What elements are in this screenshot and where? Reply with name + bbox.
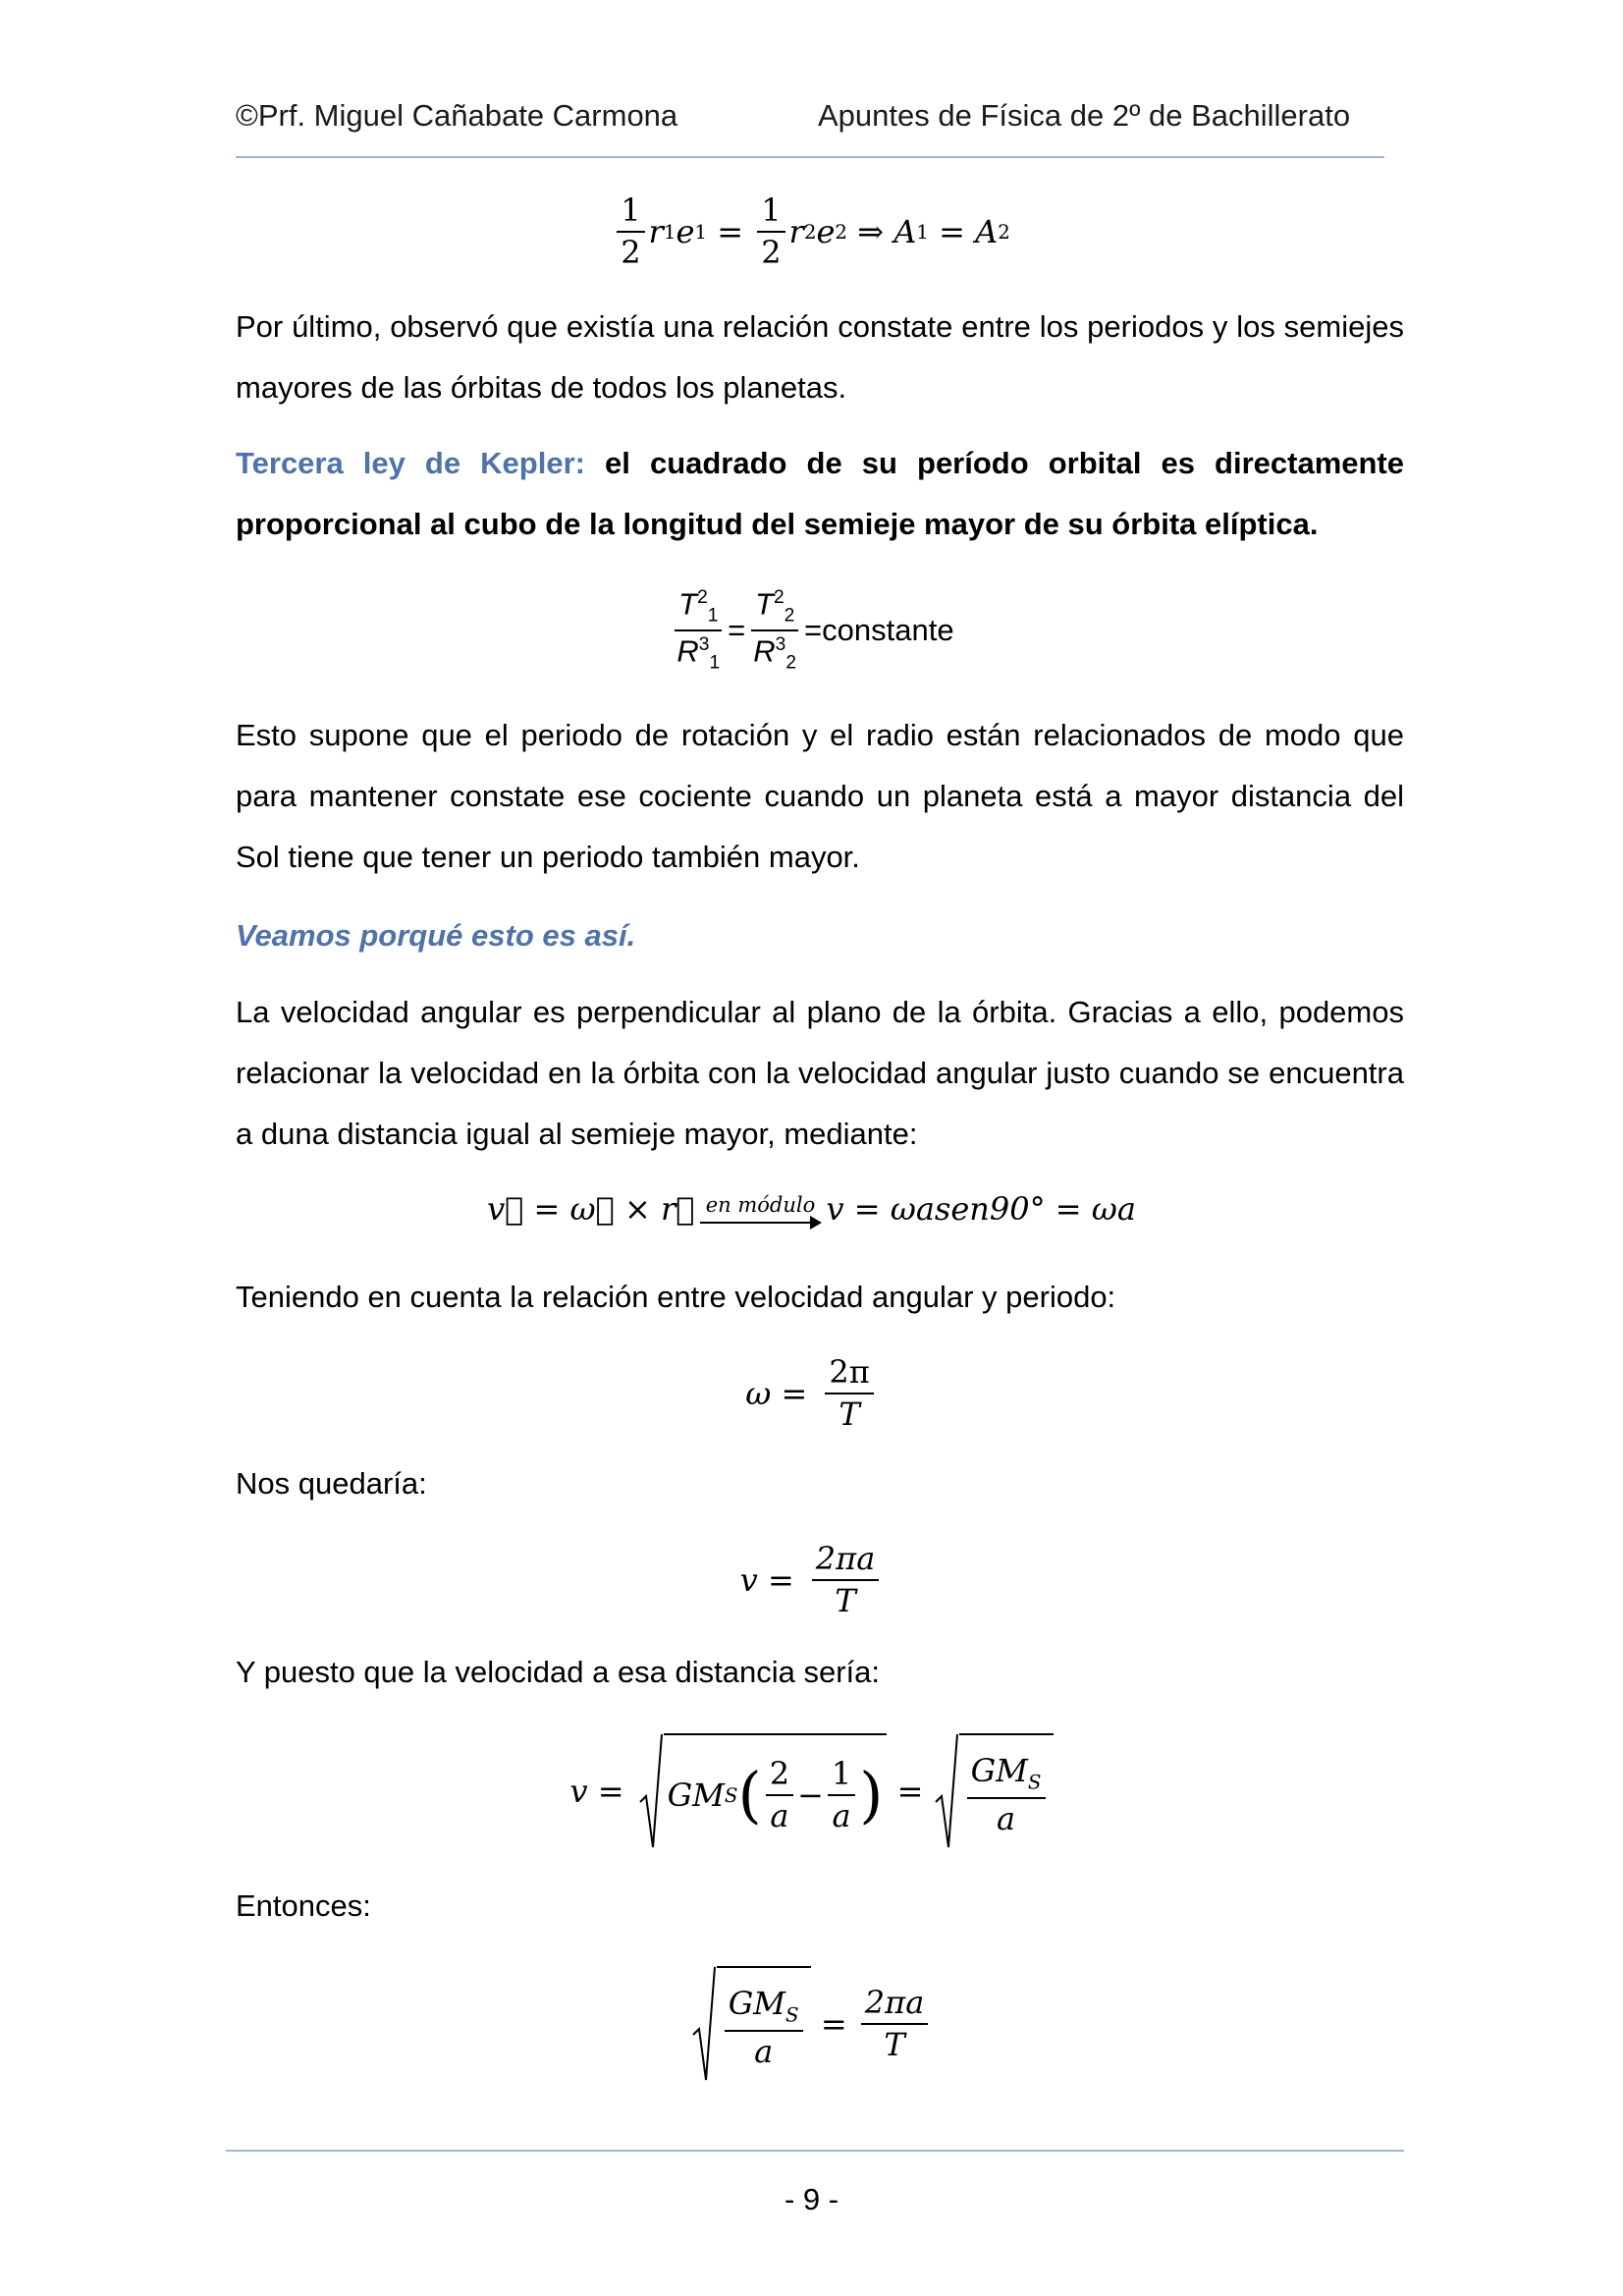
paragraph-angular-velocity: La velocidad angular es perpendicular al plano de la órbita. Gracias a ello, podemos relacionar la velocidad en la órbita con la velocidad angular justo cuando se encuentra a duna distancia igual al semieje mayor, mediante: bbox=[236, 995, 1404, 1151]
paragraph-velocity-distance: Y puesto que la velocidad a esa distancia sería: bbox=[236, 1655, 881, 1689]
third-law-title: Tercera ley de Kepler: bbox=[236, 446, 585, 480]
sqrt-gms-over-a: $\frac{GM_S}{a}$ bbox=[934, 1733, 1054, 1849]
header-divider bbox=[236, 156, 1384, 158]
equation-areas: $\frac{1}{2}$ r 1 e 1 = $\frac{1}{2}$ r 2 e 2 ⇒ A 1 = A 2 bbox=[0, 193, 1623, 270]
header-author: ©Prf. Miguel Cañabate Carmona bbox=[236, 98, 678, 133]
sqrt-final: $\frac{GM_S}{a}$ bbox=[691, 1966, 811, 2082]
equation-omega: ω = $\frac{2\pi}{T}$ bbox=[0, 1355, 1623, 1432]
paragraph-entonces: Entonces: bbox=[236, 1888, 371, 1923]
header-title: Apuntes de Física de 2º de Bachillerato bbox=[818, 98, 1351, 133]
footer-divider bbox=[226, 2150, 1404, 2152]
paragraph-nos-quedaria: Nos quedaría: bbox=[236, 1466, 427, 1501]
equation-kepler-third: $\frac{T^2_1}{R^3_1}$ = $\frac{T^2_2}{R^3_2}$ = constante bbox=[0, 587, 1623, 673]
paragraph-third-law bbox=[236, 433, 1404, 555]
equation-velocity-cross: v⃗ = ω⃗ × r⃗ en módulo v = ωasen90° = ωa bbox=[487, 1190, 1136, 1228]
equation-velocity-period: v = $\frac{2\pi a}{T}$ bbox=[0, 1542, 1623, 1618]
arrow-en-modulo: en módulo bbox=[700, 1194, 820, 1223]
paragraph-relation-period: Teniendo en cuenta la relación entre velocidad angular y periodo: bbox=[236, 1280, 1116, 1314]
sqrt-vis-viva: GM S ( $\frac{2}{a}$ − $\frac{1}{a}$ ) bbox=[638, 1733, 888, 1849]
equation-final: $\frac{GM_S}{a}$ = $\frac{2\pi a}{T}$ bbox=[0, 1966, 1623, 2082]
heading-veamos: Veamos porqué esto es así. bbox=[236, 918, 636, 953]
paragraph-period-radius: Esto supone que el periodo de rotación y el radio están relacionados de modo que para mantener constate ese cociente cuando un planeta está a mayor distancia del Sol tiene que tener un periodo también mayor. bbox=[236, 718, 1404, 874]
paragraph-constant-relation: Por último, observó que existía una relación constate entre los periodos y los semiejes mayores de las órbitas de todos los planetas. bbox=[236, 309, 1404, 405]
third-law-statement: el cuadrado de su período orbital es directamente proporcional al cubo de la longitud del semieje mayor de su órbita elíptica. bbox=[236, 446, 1405, 541]
page-number: - 9 - bbox=[784, 2182, 839, 2216]
equation-orbital-velocity: v = GM S ( $\frac{2}{a}$ − $\frac{1}{a}$ ) = $\frac{GM_S}{a}$ bbox=[0, 1733, 1623, 1849]
